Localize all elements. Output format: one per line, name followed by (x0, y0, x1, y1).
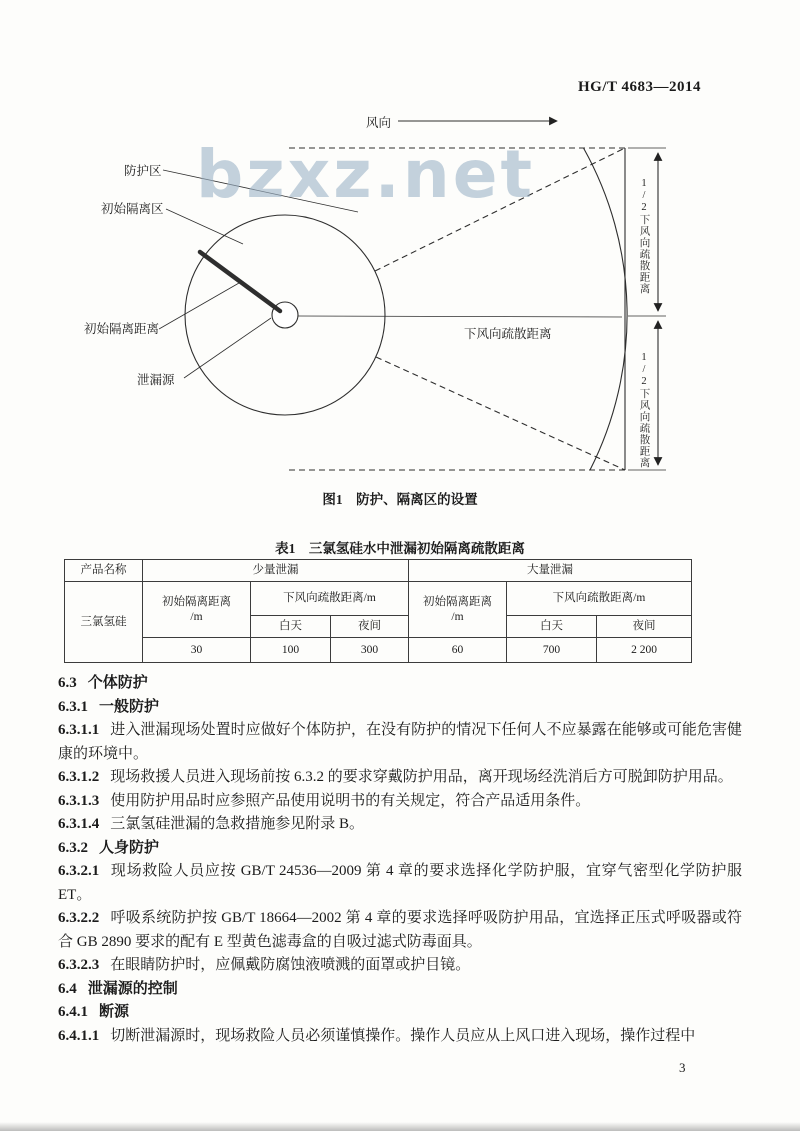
th-major-downwind: 下风向疏散距离/m (507, 582, 692, 616)
th-minor-downwind: 下风向疏散距离/m (251, 582, 409, 616)
clause-text: 呼吸系统防护按 GB/T 18664—2002 第 4 章的要求选择呼吸防护用品，宜选择正压式呼吸器或符合 GB 2890 要求的配有 E 型黄色滤毒盒的自吸过滤式防毒面具。 (58, 910, 742, 950)
clause-number: 6.3.1.3 (58, 792, 100, 809)
clause-text: 现场救援人员进入现场前按 6.3.2 的要求穿戴防护用品，离开现场经洗消后方可脱卸防护用品。 (110, 769, 733, 785)
clause-6-3 (58, 672, 742, 696)
clause-6-3-1-3 (58, 790, 742, 814)
leader-initial-isolation-distance (159, 283, 239, 329)
clause-6-4-1-1 (58, 1025, 742, 1049)
cell-product: 三氯氢硅 (65, 582, 143, 663)
leader-leak-source (184, 318, 271, 378)
cell-major-initial-isolation: 60 (409, 638, 507, 663)
watermark: bzxz.net (196, 136, 536, 213)
clause-6-4 (58, 978, 742, 1002)
standard-number: HG/T 4683—2014 (578, 79, 701, 95)
th-minor-initial-isolation (143, 582, 251, 638)
clause-6-3-2-1 (58, 860, 742, 907)
clause-text: 泄漏源的控制 (87, 980, 178, 997)
th-unit-m: /m (190, 610, 203, 623)
clause-number: 6.3.1.4 (58, 816, 100, 832)
clause-6-3-2-2 (58, 907, 742, 954)
table-1-evacuation-distances (64, 559, 692, 663)
clause-number: 6.3.2 (58, 839, 88, 856)
label-downwind-evacuation-distance: 下风向疏散距离 (464, 327, 552, 341)
clause-text: 现场救险人员应按 GB/T 24536—2009 第 4 章的要求选择化学防护服，宜穿气密型化学防护服 ET。 (58, 863, 742, 903)
label-wind: 风向 (366, 116, 392, 130)
cell-major-night: 2 200 (597, 638, 692, 663)
clause-number: 6.3 (58, 675, 77, 691)
clause-number: 6.4 (58, 980, 77, 997)
clause-6-3-1 (58, 696, 742, 720)
th-product-name: 产品名称 (65, 560, 143, 582)
clause-number: 6.3.2.1 (58, 863, 100, 879)
clause-number: 6.3.1 (58, 698, 88, 715)
th-major-night: 夜间 (597, 616, 692, 638)
figure-protection-zones-diagram (0, 0, 800, 520)
cell-minor-day: 100 (251, 638, 331, 663)
cell-major-day: 700 (507, 638, 597, 663)
clause-number: 6.4.1.1 (58, 1027, 100, 1044)
clause-6-3-1-1 (58, 719, 742, 766)
clause-text: 在眼睛防护时，应佩戴防腐蚀液喷溅的面罩或护目镜。 (110, 957, 471, 973)
cell-minor-night: 300 (331, 638, 409, 663)
clause-text: 使用防护用品时应参照产品使用说明书的有关规定，符合产品适用条件。 (110, 792, 591, 809)
th-major-day: 白天 (507, 616, 597, 638)
clause-text: 个体防护 (87, 675, 148, 691)
zone-diagonal-upper (375, 148, 625, 271)
th-major-initial-isolation (409, 582, 507, 638)
clause-6-3-2-3 (58, 954, 742, 978)
th-minor-leak: 少量泄漏 (143, 560, 409, 582)
zone-diagonal-lower (376, 357, 625, 470)
clause-text: 进入泄漏现场处置时应做好个体防护，在没有防护的情况下任何人不应暴露在能够或可能危害健康的环境中。 (58, 722, 742, 762)
label-half-downwind-lower: 1/2下风向疏散距离 (638, 352, 650, 469)
label-half-downwind-upper: 1/2下风向疏散距离 (638, 178, 650, 295)
th-unit-m: /m (451, 610, 464, 623)
clause-number: 6.3.2.3 (58, 957, 100, 973)
clause-text: 切断泄漏源时，现场救险人员必须谨慎操作。操作人员应从上风口进入现场，操作过程中 (110, 1027, 696, 1044)
label-protection-zone: 防护区 (124, 164, 162, 178)
clause-number: 6.3.1.1 (58, 722, 100, 738)
clause-6-3-2 (58, 837, 742, 861)
clause-number: 6.3.2.2 (58, 910, 100, 926)
clause-text: 一般防护 (99, 698, 160, 715)
label-initial-isolation-zone: 初始隔离区 (101, 202, 164, 216)
leader-initial-isolation-zone (166, 209, 243, 244)
fan-arc (584, 148, 628, 470)
label-initial-isolation-distance: 初始隔离距离 (84, 322, 160, 336)
page-number: 3 (679, 1060, 686, 1075)
clause-6-3-1-4 (58, 813, 742, 837)
clause-text: 三氯氢硅泄漏的急救措施参见附录 B。 (110, 816, 365, 832)
downwind-center-line (298, 316, 622, 317)
clause-text: 断源 (99, 1004, 130, 1020)
cell-minor-initial-isolation: 30 (143, 638, 251, 663)
figure-caption: 图1 防护、隔离区的设置 (322, 492, 478, 507)
table-caption: 表1 三氯氢硅水中泄漏初始隔离疏散距离 (275, 541, 525, 556)
clause-6-4-1 (58, 1001, 742, 1025)
th-initial-isolation-label: 初始隔离距离 (162, 595, 231, 608)
label-leak-source: 泄漏源 (137, 373, 175, 387)
th-initial-isolation-label: 初始隔离距离 (423, 595, 492, 608)
th-minor-day: 白天 (251, 616, 331, 638)
clause-text: 人身防护 (99, 839, 160, 856)
th-major-leak: 大量泄漏 (409, 560, 692, 582)
clause-6-3-1-2 (58, 766, 742, 790)
th-minor-night: 夜间 (331, 616, 409, 638)
clause-text-block (58, 672, 742, 1048)
isolation-radius-line (200, 252, 280, 311)
clause-number: 6.3.1.2 (58, 769, 100, 785)
clause-number: 6.4.1 (58, 1004, 88, 1020)
leader-protection-zone (163, 170, 358, 212)
scan-edge-shadow (0, 1122, 800, 1131)
